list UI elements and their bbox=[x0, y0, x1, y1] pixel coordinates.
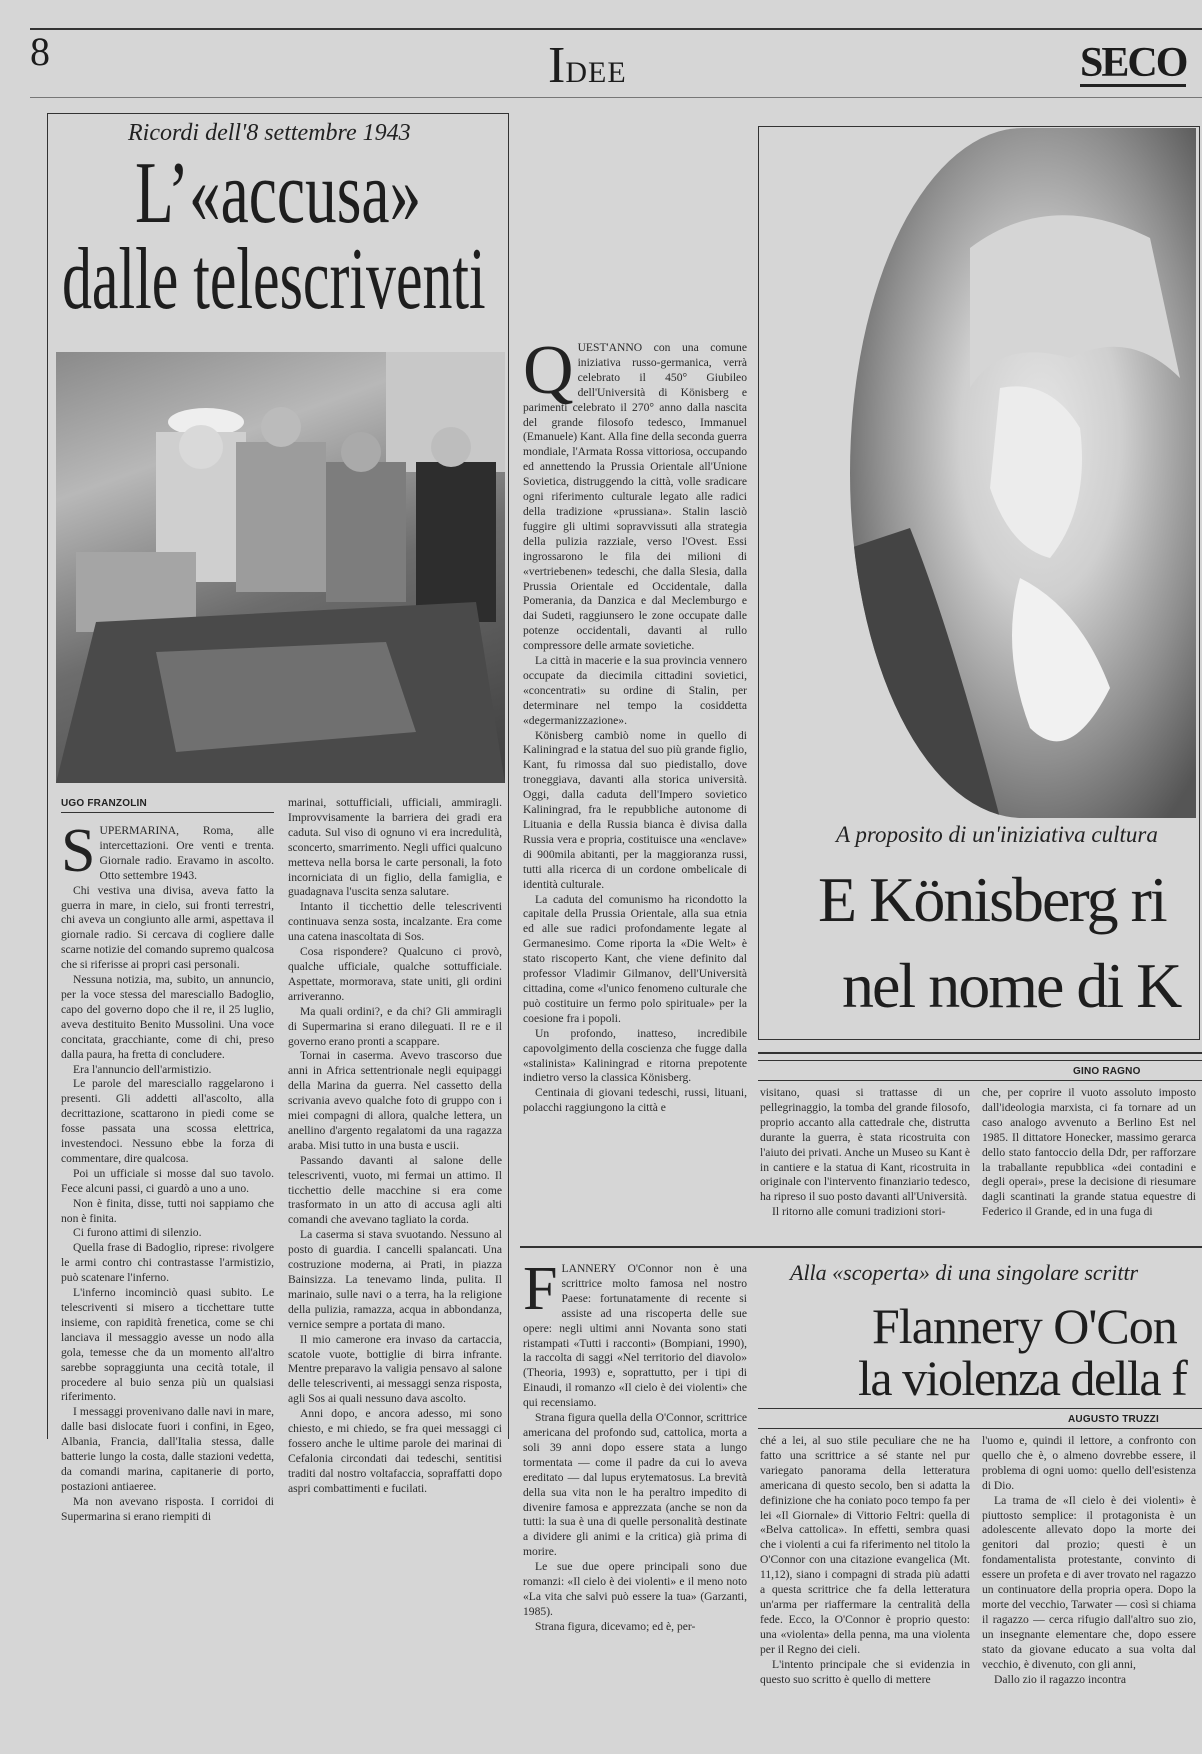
paragraph: Strana figura quella della O'Connor, scrittrice americana del profondo sud, cattolica, morta a soli 39 anni dopo essere stata a lungo tormentata — come il padre da cui lo aveva ereditato — dal lupus erytematosus. La brevità della sua vita non le ha peraltro impedito di divenire famosa e apprezzata (anche se non da tutti: la sua è una di quelle personalità destinate a dividere gli animi e la critica) già prima di morire. bbox=[523, 1411, 747, 1559]
paragraph: La caserma si stava svuotando. Nessuno al posto di guardia. I cancelli spalancati. Una costruzione moderna, ai Prati, in piazza Bainsizza. La tenevamo linda, pulita. Il marinaio, sulle navi o a terra, ha la religione della pulizia, ramazza, acqua in abbondanza, vernice sempre a portata di mano. bbox=[288, 1228, 502, 1331]
paragraph: marinai, sottufficiali, ufficiali, ammiragli. Improvvisamente la barriera dei gradi era caduta. Sul viso di ognuno vi era incredulità, sconcerto, smarrimento. Negli uffici qualcuno metteva nella borsa le carte personali, la foto incorniciata di un figlio, della famiglia, e guadagnava l'uscita senza salutare. bbox=[288, 796, 502, 899]
article1-headline-line1: L’«accusa» bbox=[135, 145, 422, 242]
kant-face-sketch bbox=[850, 128, 1196, 818]
paragraph: La città in macerie e la sua provincia vennero occupate da diecimila cittadini sovietici, «concentrati» su ordine di Stalin, per determinare nel tempo la cosiddetta «degermanizzazione». bbox=[523, 654, 747, 727]
paragraph: Nessuna notizia, ma, subito, un annuncio, per la voce stessa del maresciallo Badoglio, capo del governo dopo che il re, il 25 luglio, aveva destituito Benito Mussolini. Una voce concitata, gracchiante, come di chi, preso dalla paura, ha fretta di concludere. bbox=[61, 973, 274, 1061]
paragraph: Quella frase di Badoglio, riprese: rivolgere le armi contro chi contrastasse l'armistizio, può scatenare l'inferno. bbox=[61, 1241, 274, 1285]
paragraph: Centinaia di giovani tedeschi, russi, lituani, polacchi raggiungono la città e bbox=[523, 1086, 747, 1115]
paragraph: Passando davanti al salone delle telescriventi, vuoto, mi fermai un attimo. Il ticchettio delle macchine si era come trasformato in un atto di accusa agli alti comandi che avevano tagliato la corda. bbox=[288, 1153, 502, 1227]
article1-kicker: Ricordi dell'8 settembre 1943 bbox=[128, 120, 411, 146]
paragraph: Il ritorno alle comuni tradizioni stori- bbox=[772, 1205, 946, 1219]
paragraph: Non è finita, disse, tutti noi sappiamo che non è finita. bbox=[61, 1196, 274, 1225]
article1-headline-line2: dalle telescriventi bbox=[62, 231, 486, 328]
paragraph: Ma non avevano risposta. I corridoi di Supermarina si erano riempiti di bbox=[61, 1494, 274, 1523]
paragraph: ché a lei, al suo stile peculiare che ne ha fatto una scrittrice a sé stante nel pur variegato panorama della letteratura americana di questo secolo, ben si adatta la definizione che ha coniato poco tempo fa per lei «Il Giornale» di Vittorio Feltri: quella di «Belva cattolica». In effetti, sembra quasi che i violenti a cui fa riferimento nel titolo la O'Connor con una citazione evangelica (Mt. 11,12), siano i compagni di strada più adatti a questa scrittrice che fa della letteratura un'arma per riaffermare la centralità della fede. Ecco, la O'Connor è proprio questo: una «violenta» della penna, ma una violenta per il Regno dei cieli. bbox=[760, 1434, 970, 1656]
byline-rule bbox=[758, 1428, 1202, 1429]
paragraph: La caduta del comunismo ha ricondotto la capitale della Prussia Orientale, alla sua etnia ed alle sue radici profondamente legate al Germanesimo. Come riporta la «Die Welt» è stato riscoperto Kant, che viene definito dal professor Vladimir Gilmanov, dell'Università cittadina, come «l'unico fenomeno culturale che può costituire un fermo polo spirituale» per la coesione fra i popoli. bbox=[523, 892, 747, 1025]
paragraph: Il mio camerone era invaso da cartaccia, scatole vuote, bottiglie di birra infrante. Mentre preparavo la valigia pensavo al salone delle telescriventi, ai messaggi senza risposta, agli Sos ai quali nessuno dava ascolto. bbox=[288, 1332, 502, 1406]
paragraph: La trama de «Il cielo è dei violenti» è piuttosto semplice: il protagonista è un adolescente allevato dopo la morte dei genitori dal prozio; questi è un fondamentalista protestante, convinto di essere un profeta e di aver trovato nel ragazzo un continuatore della propria opera. Dopo la morte del vecchio, Tarwater — così si chiama il ragazzo — cerca rifugio dall'altro suo zio, un insegnante elementare che, dopo essere stato da giovane educato a sua volta dal vecchio, è divenuto, con gli anni, bbox=[982, 1493, 1196, 1671]
paragraph: Ma quali ordini?, e da chi? Gli ammiragli di Supermarina si erano dileguati. Il re e il governo erano pronti a scappare. bbox=[288, 1004, 502, 1048]
article2-column-1 bbox=[523, 341, 747, 1241]
kant-portrait bbox=[850, 128, 1196, 818]
article2-column-2 bbox=[760, 1086, 970, 1240]
section-rest: DEE bbox=[565, 56, 627, 89]
dropcap: S bbox=[61, 824, 96, 885]
dropcap: F bbox=[523, 1262, 558, 1323]
article2-headline-line2: nel nome di K bbox=[842, 950, 1181, 1021]
article3-column-3 bbox=[982, 1434, 1196, 1739]
paragraph: UPERMARINA, Roma, alle intercettazioni. Ore venti e trenta. Giornale radio. Eravamo in ascolto. Otto settembre 1943. bbox=[99, 824, 274, 882]
article3-column-2 bbox=[760, 1434, 970, 1739]
paragraph: Dallo zio il ragazzo incontra bbox=[994, 1672, 1126, 1686]
section-initial: I bbox=[548, 37, 566, 94]
article3-kicker: Alla «scoperta» di una singolare scrittr bbox=[790, 1260, 1139, 1285]
top-rule bbox=[30, 28, 1202, 30]
paragraph: che, per coprire il vuoto assoluto imposto dall'ideologia marxista, ci fa tornare ad un caso analogo avvenuto a Berlino Est nel 1985. Il dittatore Honecker, massimo gerarca dello stato fantoccio della Ddr, per rafforzare la traballante repubblica «dei contadini e degli operai», prese la decisione di riesumare dagli scantinati la grande statua equestre di Federico il Grande, ed in una fuga di bbox=[982, 1086, 1196, 1219]
byline-rule bbox=[758, 1060, 1202, 1061]
paragraph: Le parole del maresciallo raggelarono i presenti. Gli addetti all'ascolto, alla decrittazione, scattarono in piedi come se fosse passata una scossa elettrica, investendoci. Nessuno ebbe la forza di commentare, dire qualcosa. bbox=[61, 1077, 274, 1165]
paragraph: LANNERY O'Connor non è una scrittrice molto famosa nel nostro Paese: fortunatamente di recente si assiste ad una riscoperta delle sue opere: negli ultimi anni Novanta sono stati ristampati «Tutti i racconti» (Bompiani, 1990), la raccolta di saggi «Nel territorio del diavolo» (Theoria, 1993) e, soprattutto, per i tipi di Einaudi, il romanzo «Il cielo è dei violenti» che qui recensiamo. bbox=[523, 1262, 747, 1410]
paragraph: Könisberg cambiò nome in quello di Kaliningrad e la statua del suo più grande figlio, Kant, fu rimossa dal suo piedistallo, dove troneggiava, davanti alla storica università. Oggi, dalla caduta dell'Impero sovietico Kaliningrad, fra le repubbliche autonome di Lituania e della Russia bianca è divisa dalla Russia vera e propria, costituisce una «enclave» di 900mila abitanti, per la maggioranza russi, tutti alla ricerca di un cordone ombelicale di identità culturale. bbox=[523, 728, 747, 891]
article3-headline-line1: Flannery O'Con bbox=[872, 1298, 1177, 1354]
article3-byline: AUGUSTO TRUZZI bbox=[1068, 1414, 1159, 1425]
byline-rule bbox=[61, 812, 274, 813]
paragraph: L'intento principale che si evidenzia in questo suo scritto è quello di mettere bbox=[760, 1657, 970, 1686]
dropcap: Q bbox=[523, 341, 574, 409]
paragraph: Era l'annuncio dell'armistizio. bbox=[73, 1062, 212, 1076]
paragraph: UEST'ANNO con una comune iniziativa russo-germanica, verrà celebrato il 450° Giubileo dell'Università di Könisberg e parimenti celebrato il 270° anno dalla nascita del grande filosofo tedesco, Immanuel (Emanuele) Kant. Alla fine della seconda guerra mondiale, l'Armata Rossa vittoriosa, occupando ed annettendo la Prussia Orientale all'Unione Sovietica, distruggendo la città, volle sradicare ogni riferimento culturale legato alle radici della tradizione «prussiana». Stalin lasciò fuggire gli ultimi sopravvissuti alla strategia della pulizia razziale, verso l'Ovest. Essi ingrossarono le fila dei milioni di «vertriebenen» tedeschi, che dalla Slesia, dalla Prussia Orientale ed Occidentale, dalla Pomerania, da Danzica e dal Meclemburgo e dai Sudeti, raggiunsero le zone occupate dalle potenze occidentali, davanti al rullo compressore delle armate sovietiche. bbox=[523, 341, 747, 653]
paper-logo: SECO bbox=[1080, 40, 1187, 86]
paragraph: Cosa rispondere? Qualcuno ci provò, qualche ufficiale, qualche sottufficiale. Aspettate, mormorava, state uniti, gli ordini arriveranno. bbox=[288, 945, 502, 1003]
paragraph: Strana figura, dicevamo; ed è, per- bbox=[535, 1619, 696, 1633]
article3-column-1 bbox=[523, 1262, 747, 1672]
article2-column-3 bbox=[982, 1086, 1196, 1240]
page-number: 8 bbox=[30, 29, 50, 74]
paragraph: l'uomo e, quindi il lettore, a confronto con quello che è, o almeno dovrebbe essere, il problema di ogni uomo: quello dell'esistenza di Dio. bbox=[982, 1434, 1196, 1492]
war-room-photo bbox=[56, 352, 505, 783]
paragraph: L'inferno incominciò quasi subito. Le telescriventi si misero a ticchettare tutte insieme, con rapidità frenetica, come se chi lanciava il messaggio avesse un nodo alla gola, temesse che da un momento all'altro sarebbe sopraggiunta una cecità totale, il procedere al buio senza più un qualsiasi riferimento. bbox=[61, 1286, 274, 1404]
article1-byline: UGO FRANZOLIN bbox=[61, 798, 147, 809]
paragraph: Tornai in caserma. Avevo trascorso due anni in Africa settentrionale negli equipaggi della Marina da guerra. Nel cassetto della scrivania avevo qualche foto di gruppo con i miei compagni di allora, qualche lettera, un anellino d'argento regalatomi da una ragazza araba. Misi tutto in una busta e uscii. bbox=[288, 1049, 502, 1152]
article1-column-1 bbox=[61, 824, 274, 1709]
article2-byline: GINO RAGNO bbox=[1073, 1066, 1141, 1077]
article3-headline-line2: la violenza della f bbox=[858, 1350, 1187, 1406]
article2-kicker: A proposito di un'iniziativa cultura bbox=[836, 822, 1158, 847]
officers-figures bbox=[56, 352, 505, 783]
section-rule bbox=[520, 1246, 1202, 1248]
byline-rule bbox=[758, 1052, 1202, 1054]
paragraph: Chi vestiva una divisa, aveva fatto la guerra in mare, in cielo, sui fronti terrestri, chi aveva un congiunto alle armi, aspettava il giornale radio. Si cercava di cogliere dalle scarne notizie del comando supremo qualcosa che si riferisse ai propri casi personali. bbox=[61, 883, 274, 972]
article2-headline-line1: E Könisberg ri bbox=[818, 864, 1166, 935]
paragraph: I messaggi provenivano dalle navi in mare, dalle basi dislocate fuori i confini, in Egeo, Albania, Francia, dall'Italia stessa, dalle batterie lungo la costa, dalle stazioni vedetta, da comandi marina, capitanerie di porto, postazioni antiaeree. bbox=[61, 1405, 274, 1493]
paragraph: Le sue due opere principali sono due romanzi: «Il cielo è dei violenti» e il meno noto «La vita che salvi può essere la tua» (Garzanti, 1985). bbox=[523, 1560, 747, 1618]
section-title bbox=[548, 37, 627, 94]
byline-rule bbox=[758, 1408, 1202, 1409]
article1-column-2 bbox=[288, 796, 502, 1709]
paragraph: Intanto il ticchettio delle telescriventi continuava senza sosta, incalzante. Era come una catena inascoltata di Sos. bbox=[288, 900, 502, 944]
paragraph: visitano, quasi si trattasse di un pellegrinaggio, la tomba del grande filosofo, proprio accanto alla cattedrale che, distrutta durante la guerra, è stata ricostruita con l'aiuto dei privati. Anche un Museo su Kant è in cantiere e la statua di Kant, ricostruita in originale con l'intervento finanziario tedesco, ha ripreso il suo posto davanti all'Università. bbox=[760, 1086, 970, 1204]
paragraph: Poi un ufficiale si mosse dal suo tavolo. Fece alcuni passi, ci guardò a uno a uno. bbox=[61, 1166, 274, 1195]
paragraph: Un profondo, inatteso, incredibile capovolgimento della coscienza che fugge dalla «stalinista» Kaliningrad e ritorna prepotente indietro verso la classica Könisberg. bbox=[523, 1026, 747, 1085]
paragraph: Anni dopo, e ancora adesso, mi sono chiesto, e mi chiedo, se fra quei messaggi ci fossero anche le ultime parole dei marinai di Cefalonia circondati dai tedeschi, sentitisi traditi dal nostro voltafaccia, sopraffatti dopo aspri combattimenti e fucilati. bbox=[288, 1407, 502, 1495]
header-rule bbox=[30, 97, 1202, 98]
byline-rule bbox=[758, 1080, 1202, 1081]
paragraph: Ci furono attimi di silenzio. bbox=[73, 1226, 202, 1240]
